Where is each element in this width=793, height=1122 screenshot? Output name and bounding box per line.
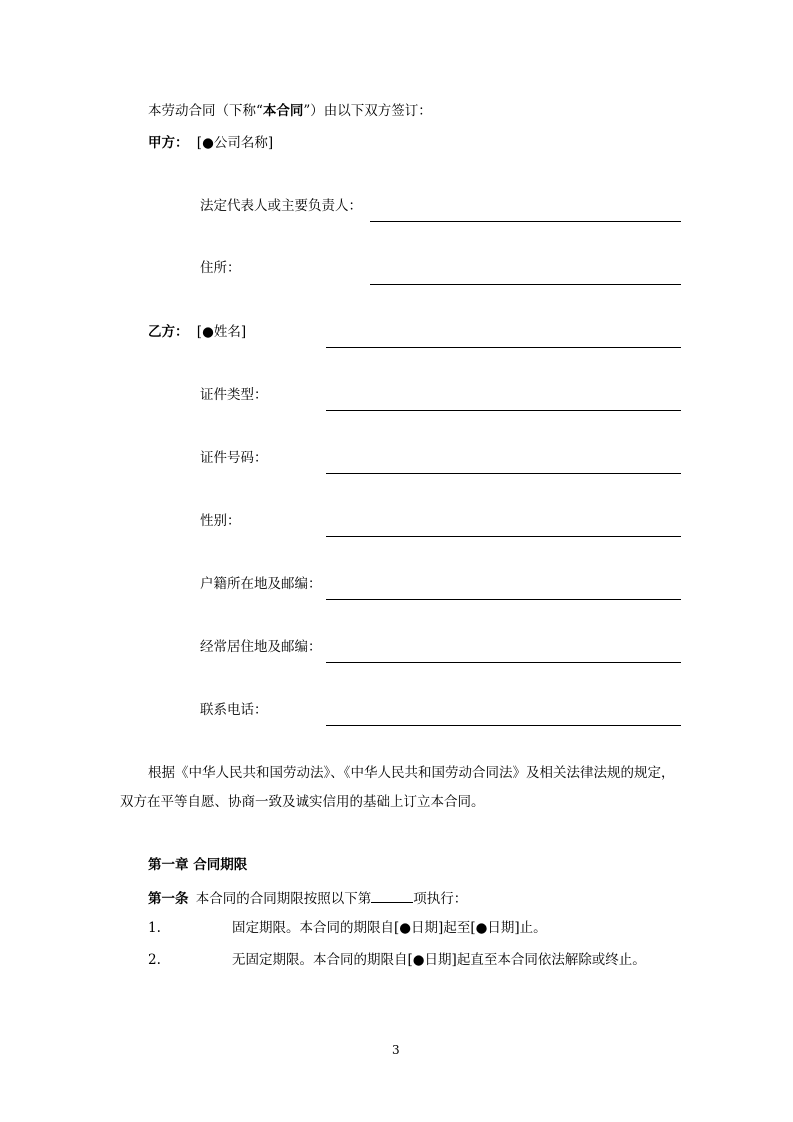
- list-item-text: 固定期限。本合同的期限自[●日期]起至[●日期]止。: [232, 920, 547, 936]
- party-b-name-line[interactable]: [326, 347, 681, 348]
- basis-line-2: 双方在平等自愿、协商一致及诚实信用的基础上订立本合同。: [120, 794, 485, 810]
- basis-line-1: 根据《中华人民共和国劳动法》、《中华人民共和国劳动合同法》及相关法律法规的规定，: [148, 765, 675, 781]
- phone-line[interactable]: [326, 725, 681, 726]
- party-b-field-label: 联系电话：: [200, 702, 268, 718]
- id-number-line[interactable]: [326, 473, 681, 474]
- list-item-number: 1.: [148, 920, 161, 936]
- article-1-text-before: 本合同的合同期限按照以下第: [195, 891, 372, 907]
- list-item-number: 2.: [148, 952, 161, 968]
- party-a-address-line[interactable]: [370, 284, 681, 285]
- party-b-field-label: 性别：: [200, 513, 241, 529]
- party-a-field-label: 住所：: [200, 260, 241, 276]
- page-number: 3: [392, 1043, 400, 1057]
- party-a-label: 甲方：: [148, 135, 189, 151]
- party-a-field-label: 法定代表人或主要负责人：: [200, 198, 362, 214]
- party-b-name-placeholder: [●姓名]: [196, 324, 247, 340]
- party-a-line: [148, 137, 273, 151]
- residence-address-line[interactable]: [326, 662, 681, 663]
- party-b-field-label: 经常居住地及邮编：: [200, 639, 322, 655]
- article-1-label: 第一条: [148, 891, 189, 907]
- article-1-text-after: 项执行：: [413, 891, 468, 907]
- intro-line: [148, 105, 432, 119]
- party-b-field-label: 证件号码：: [200, 450, 268, 466]
- term-option-blank[interactable]: [371, 890, 413, 903]
- intro-suffix: ”）由以下双方签订：: [303, 103, 432, 119]
- intro-prefix: 本劳动合同（下称“: [148, 103, 263, 119]
- party-a-legal-rep-line[interactable]: [370, 221, 681, 222]
- party-b-field-label: 户籍所在地及邮编：: [200, 576, 322, 592]
- list-item-text: 无固定期限。本合同的期限自[●日期]起直至本合同依法解除或终止。: [232, 952, 646, 968]
- id-type-line[interactable]: [326, 410, 681, 411]
- household-address-line[interactable]: [326, 599, 681, 600]
- party-b-line: [148, 326, 246, 340]
- party-b-field-label: 证件类型：: [200, 387, 268, 403]
- party-a-name-placeholder: [●公司名称]: [196, 135, 274, 151]
- gender-line[interactable]: [326, 536, 681, 537]
- article-1: [148, 890, 467, 907]
- intro-term: 本合同: [262, 103, 304, 119]
- chapter-title: 第一章 合同期限: [148, 857, 248, 873]
- party-b-label: 乙方：: [148, 324, 189, 340]
